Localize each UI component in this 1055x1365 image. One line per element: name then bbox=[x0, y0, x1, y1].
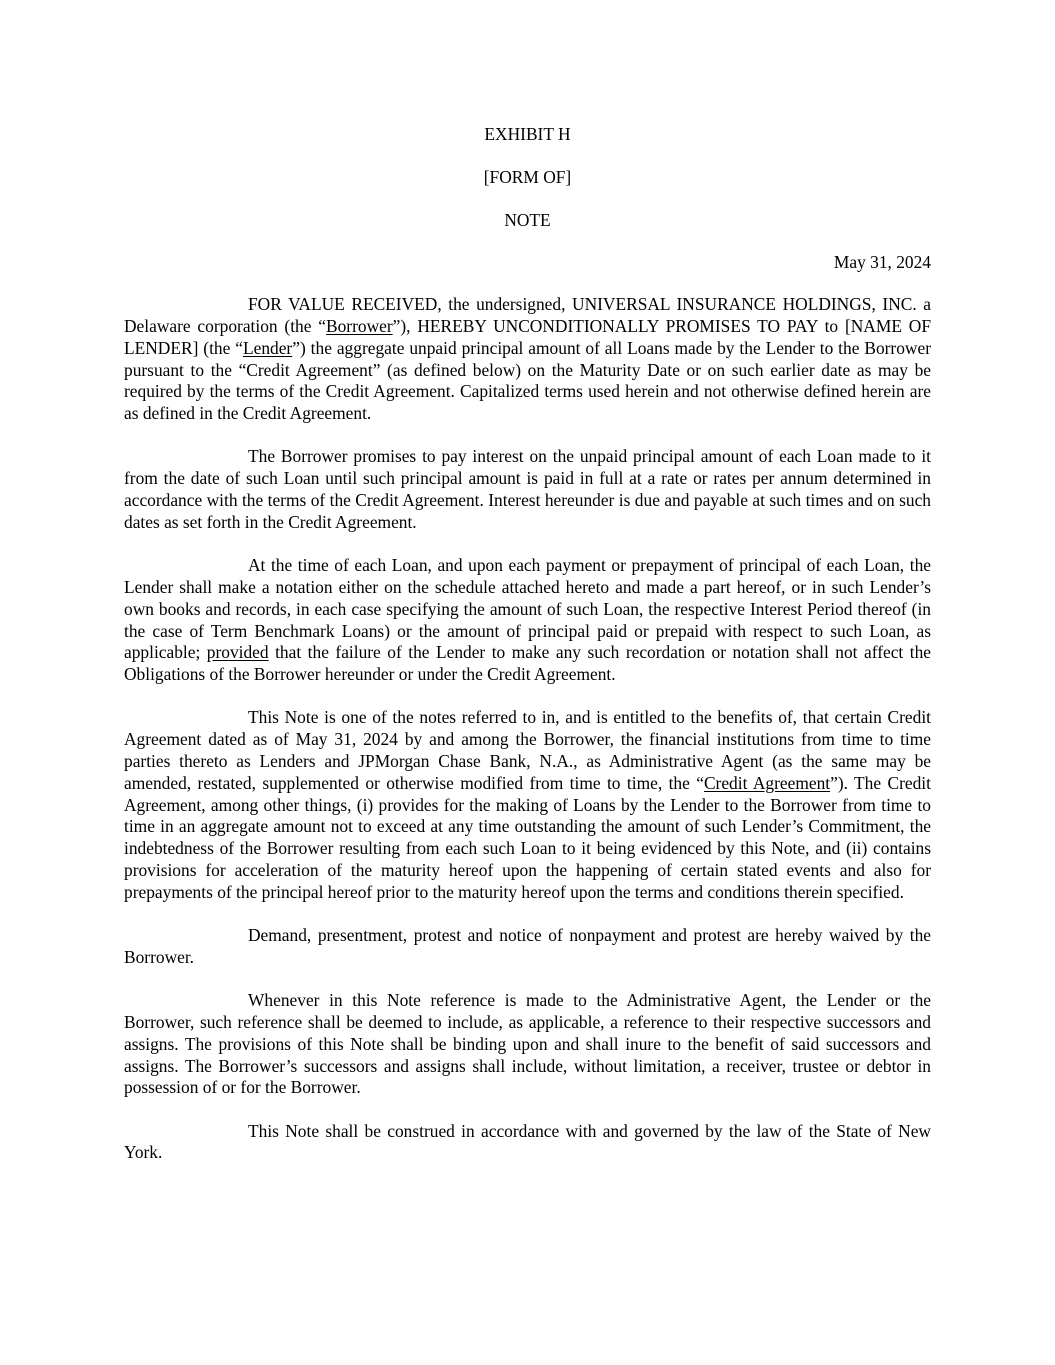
paragraph-text: that the failure of the Lender to make any such recordation or notation shall not affect the Obligations of the Borrower hereunder or under the Credit Agreement. bbox=[124, 642, 931, 685]
paragraph-interest: The Borrower promises to pay interest on the unpaid principal amount of each Loan made to it from the date of such Loan until such principal amount is paid in full at a rate or rates per annum determined in accordance with the terms of the Credit Agreement. Interest hereunder is due and payable at such times and on such dates as set forth in the Credit Agreement. bbox=[124, 446, 931, 532]
paragraph-waiver: Demand, presentment, protest and notice of nonpayment and protest are hereby waived by the Borrower. bbox=[124, 925, 931, 967]
paragraph-text: This Note is one of the notes referred to in, and is entitled to the benefits of, that certain Credit Agreement dated as of May 31, 2024 by and among the Borrower, the financial institutions from time to time parties thereto as Lenders and JPMorgan Chase Bank, N.A., as Administrative Agent (as the same may be amended, restated, supplemented or otherwise modified from time to time, the “ bbox=[124, 707, 931, 793]
paragraph-text: At the time of each Loan, and upon each payment or prepayment of principal of each Loan, the Lender shall make a notation either on the schedule attached hereto and made a part hereof, or in such Lender’s own books and records, in each case specifying the amount of such Loan, the respective Interest Period thereof (in the case of Term Benchmark Loans) or the amount of principal paid or prepaid with respect to such Loan, as applicable; bbox=[124, 555, 931, 663]
paragraph-text: FOR VALUE RECEIVED, the undersigned, UNIVERSAL INSURANCE HOLDINGS, INC. a Delaware corporation (the “ bbox=[124, 294, 931, 336]
paragraph-text: ”). The Credit Agreement, among other things, (i) provides for the making of Loans by the Lender to the Borrower from time to time in an aggregate amount not to exceed at any time outstanding the amount of such Lender’s Commitment, the indebtedness of the Borrower resulting from each such Loan to it being evidenced by this Note, and (ii) contains provisions for acceleration of the maturity hereof upon the happening of certain stated events and also for prepayments of the principal hereof prior to the maturity hereof upon the terms and conditions therein specified. bbox=[124, 772, 931, 902]
term-provided: provided bbox=[206, 642, 269, 663]
paragraph-credit-agreement bbox=[124, 707, 931, 903]
paragraph-notation bbox=[124, 555, 931, 686]
defined-term-lender: Lender bbox=[242, 337, 293, 358]
paragraph-text: ”) the aggregate unpaid principal amount of all Loans made by the Lender to the Borrower pursuant to the “Credit Agreement” (as defined below) on the Maturity Date or on such earlier date as may be required by the terms of the Credit Agreement. Capitalized terms used herein and not otherwise defined herein are as defined in the Credit Agreement. bbox=[124, 337, 931, 424]
form-of-heading: [FORM OF] bbox=[483, 167, 572, 188]
paragraph-successors: Whenever in this Note reference is made to the Administrative Agent, the Lender or the Borrower, such reference shall be deemed to include, as applicable, a reference to their respective successors and assigns. The provisions of this Note shall be binding upon and shall inure to the benefit of said successors and assigns. The Borrower’s successors and assigns shall include, without limitation, a receiver, trustee or debtor in possession of or for the Borrower. bbox=[124, 990, 931, 1098]
paragraph-text: ”), HEREBY UNCONDITIONALLY PROMISES TO PAY to [NAME OF LENDER] (the “ bbox=[124, 315, 931, 358]
paragraph-governing-law: This Note shall be construed in accordance with and governed by the law of the State of New York. bbox=[124, 1120, 931, 1163]
paragraph-promise-to-pay bbox=[124, 294, 931, 425]
document-page bbox=[124, 124, 931, 1164]
defined-term-credit-agreement: Credit Agreement bbox=[703, 772, 831, 793]
document-title: NOTE bbox=[504, 209, 551, 230]
exhibit-heading: EXHIBIT H bbox=[484, 124, 571, 144]
defined-term-borrower: Borrower bbox=[326, 315, 393, 336]
document-date: May 31, 2024 bbox=[833, 251, 931, 272]
